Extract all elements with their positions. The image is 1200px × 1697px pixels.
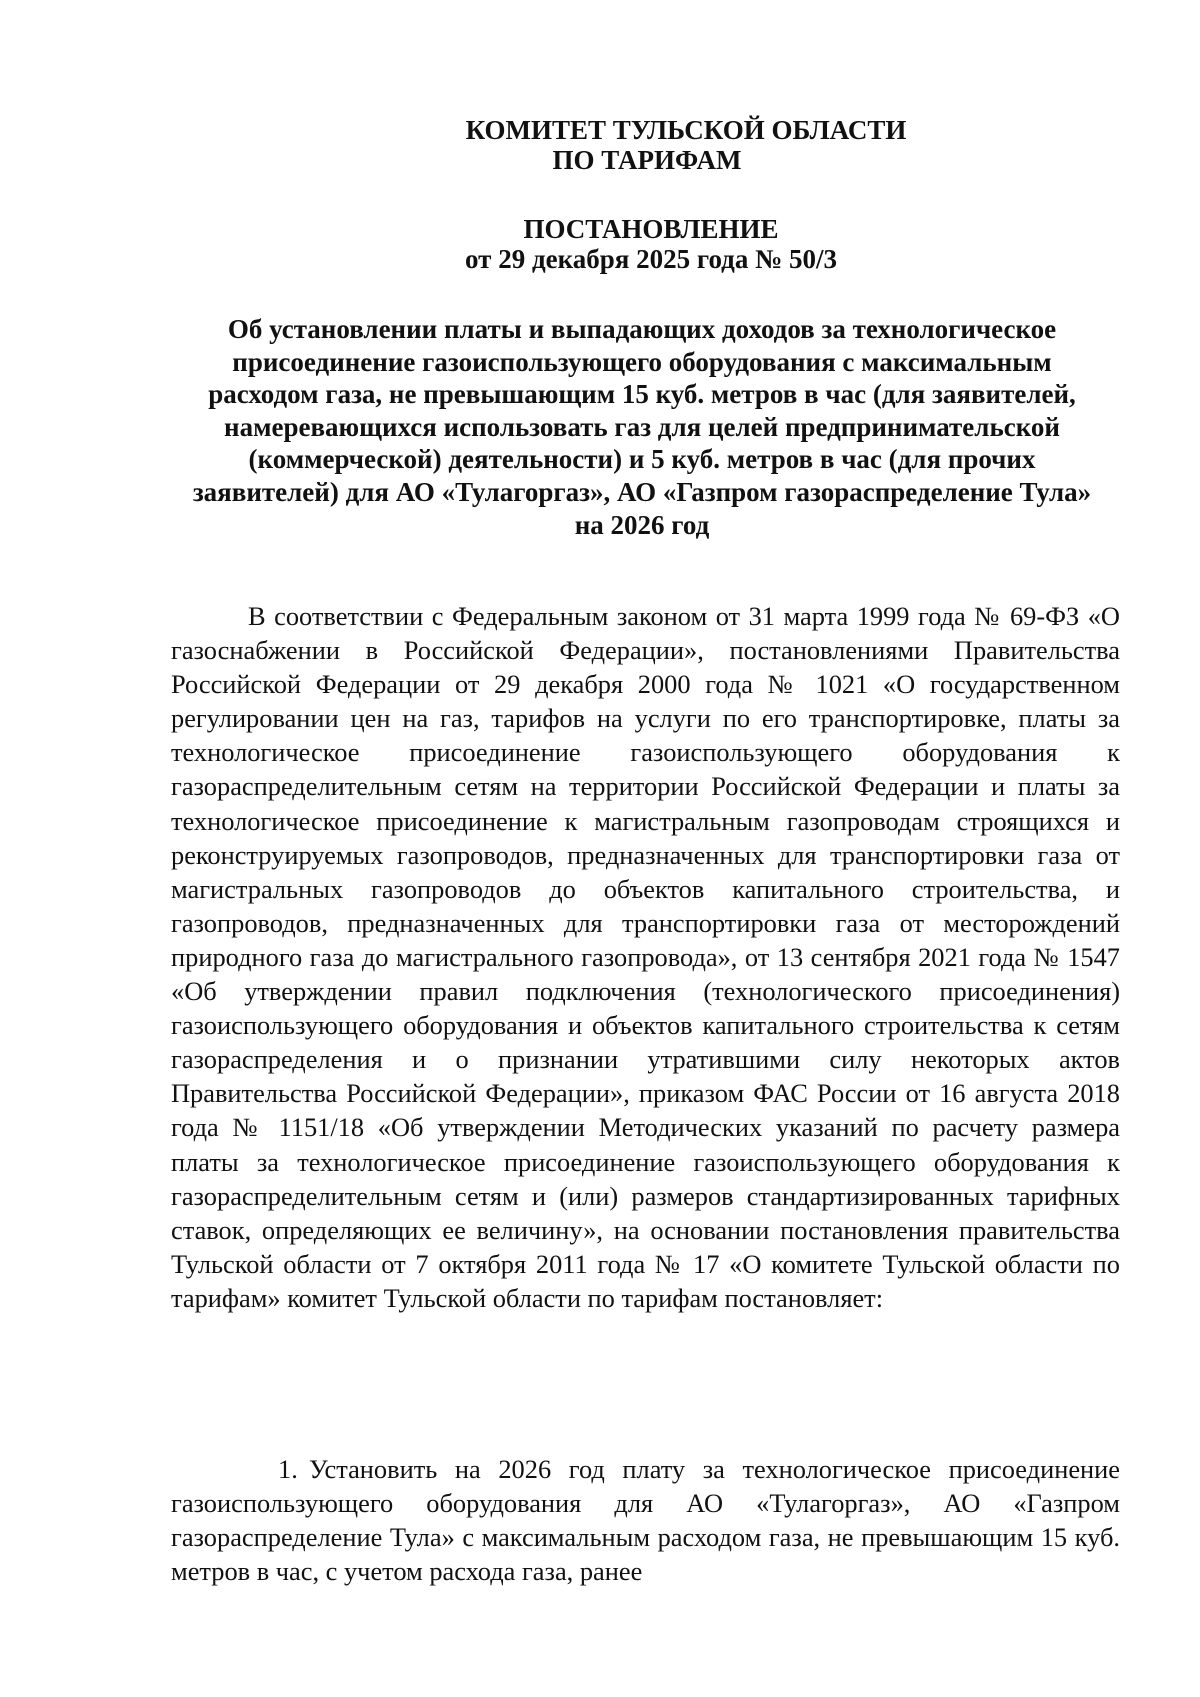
authority-line-1: КОМИТЕТ ТУЛЬСКОЙ ОБЛАСТИ [465, 115, 907, 145]
document-date-number: от 29 декабря 2025 года № 50/3 [465, 244, 837, 274]
preamble-paragraph: В соответствии с Федеральным законом от 31 марта 1999 года № 69-ФЗ «О газоснабжении в Российской Федерации», постановлениями Правительства Российской Федерации от 29 декабря 2000 года № 1021 «О государственном регулировании цен на газ, тарифов на услуги по его транспортировке, платы за технологическое присоединение газоиспользующего оборудования к газораспределительным сетям на территории Российской Федерации и платы за технологическое присоединение к магистральным газопроводам строящихся и реконструируемых газопроводов, предназначенных для транспортировки газа от магистральных газопроводов до объектов капитального строительства, и газопроводов, предназначенных для транспортировки газа от месторождений природного газа до магистрального газопровода», от 13 сентября 2021 года № 1547 «Об утверждении правил подключения (технологического присоединения) газоиспользующего оборудования и объектов капитального строительства к сетям газораспределения и о признании утратившими силу некоторых актов Правительства Российской Федерации», приказом ФАС России от 16 августа 2018 года № 1151/18 «Об утверждении Методических указаний по расчету размера платы за технологическое присоединение газоиспользующего оборудования к газораспределительным сетям и (или) размеров стандартизированных тарифных ставок, определяющих ее величину», на основании постановления правительства Тульской области от 7 октября 2011 года № 17 «О комитете Тульской области по тарифам» комитет Тульской области по тарифам постановляет: [171, 601, 1120, 1313]
authority-line-2: ПО ТАРИФАМ [552, 145, 742, 175]
clause-1-text: Установить на 2026 год плату за технологическое присоединение газоиспользующего оборудования для АО «Тулагоргаз», АО «Газпром газораспределение Тула» с максимальным расходом газа, не превышающим 15 куб. метров в час, с учетом расхода газа, ранее [171, 1454, 1120, 1587]
document-heading [170, 214, 1118, 274]
document-subject: Об установлении платы и выпадающих доходов за технологическое присоединение газоиспользующего оборудования с максимальным расходом газа, не превышающим 15 куб. метров в час (для заявителей, намеревающихся использовать газ для целей предпринимательской (коммерческой) деятельности) и 5 куб. метров в час (для прочих заявителей) для АО «Тулагоргаз», АО «Газпром газораспределение Тула» на 2026 год [192, 314, 1092, 540]
clause-1-paragraph [171, 1452, 1120, 1588]
document-type: ПОСТАНОВЛЕНИЕ [523, 214, 779, 244]
issuing-authority [170, 115, 1118, 175]
clause-1-number: 1. [278, 1454, 298, 1484]
